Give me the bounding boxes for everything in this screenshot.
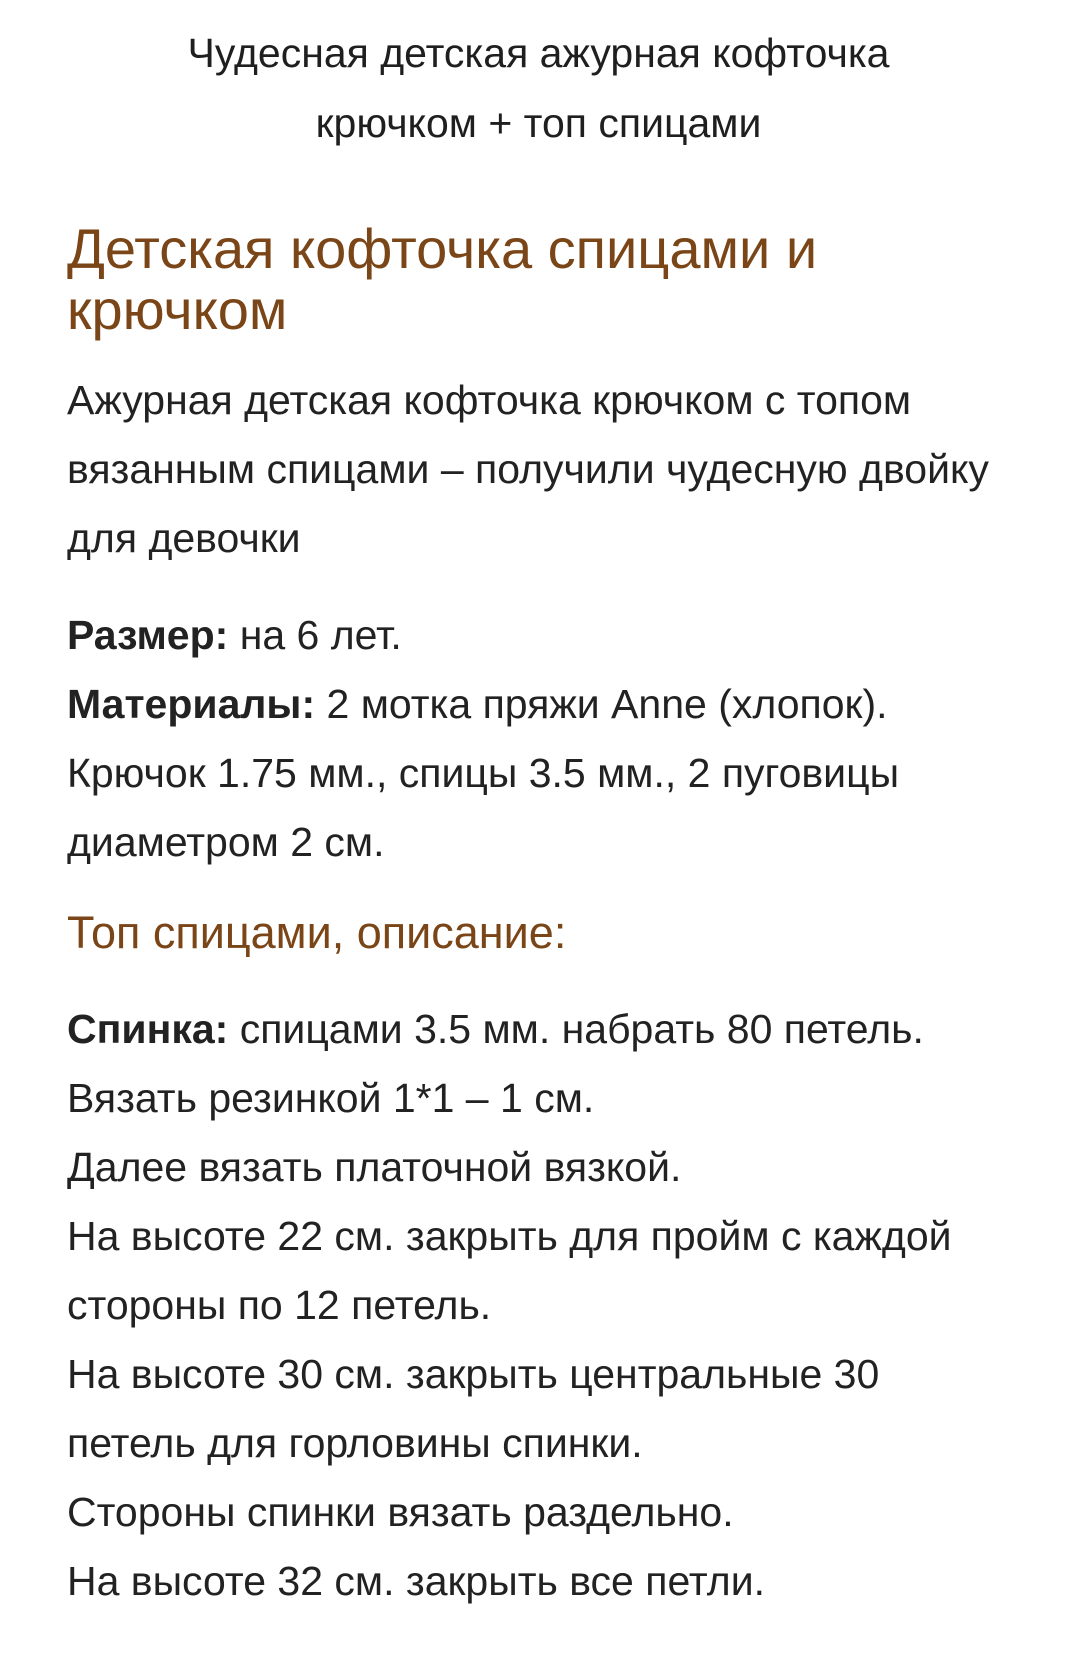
size-label: Размер: [67, 612, 229, 658]
details-block [67, 601, 1010, 877]
intro-paragraph: Ажурная детская кофточка крючком с топом вязанным спицами – получили чудесную двойку для девочки [67, 377, 989, 561]
size-line [67, 601, 1010, 670]
materials-line [67, 670, 1010, 877]
section-heading: Топ спицами, описание: [67, 907, 567, 958]
size-value: на 6 лет. [228, 612, 402, 658]
materials-value: 2 мотка пряжи Anne (хлопок). Крючок 1.75 мм., спицы 3.5 мм., 2 пуговицы диаметром 2 см. [67, 681, 900, 865]
instructions-block [67, 995, 1010, 1616]
step-line: Далее вязать платочной вязкой. [67, 1144, 682, 1190]
materials-label: Материалы: [67, 681, 316, 727]
back-label: Спинка: [67, 1006, 229, 1052]
step-line: На высоте 22 см. закрыть для пройм с каждой стороны по 12 петель. [67, 1213, 952, 1328]
article-title: Чудесная детская ажурная кофточка крючком + топ спицами [187, 30, 890, 146]
back-value: спицами 3.5 мм. набрать 80 петель. [228, 1006, 924, 1052]
back-line [67, 995, 1010, 1064]
main-heading: Детская кофточка спицами и крючком [67, 217, 818, 341]
step-line: На высоте 30 см. закрыть центральные 30 петель для горловины спинки. [67, 1351, 880, 1466]
article-page [0, 18, 1080, 1678]
step-line: Стороны спинки вязать раздельно. [67, 1489, 734, 1535]
step-line: Вязать резинкой 1*1 – 1 см. [67, 1075, 595, 1121]
step-line: На высоте 32 см. закрыть все петли. [67, 1558, 765, 1604]
